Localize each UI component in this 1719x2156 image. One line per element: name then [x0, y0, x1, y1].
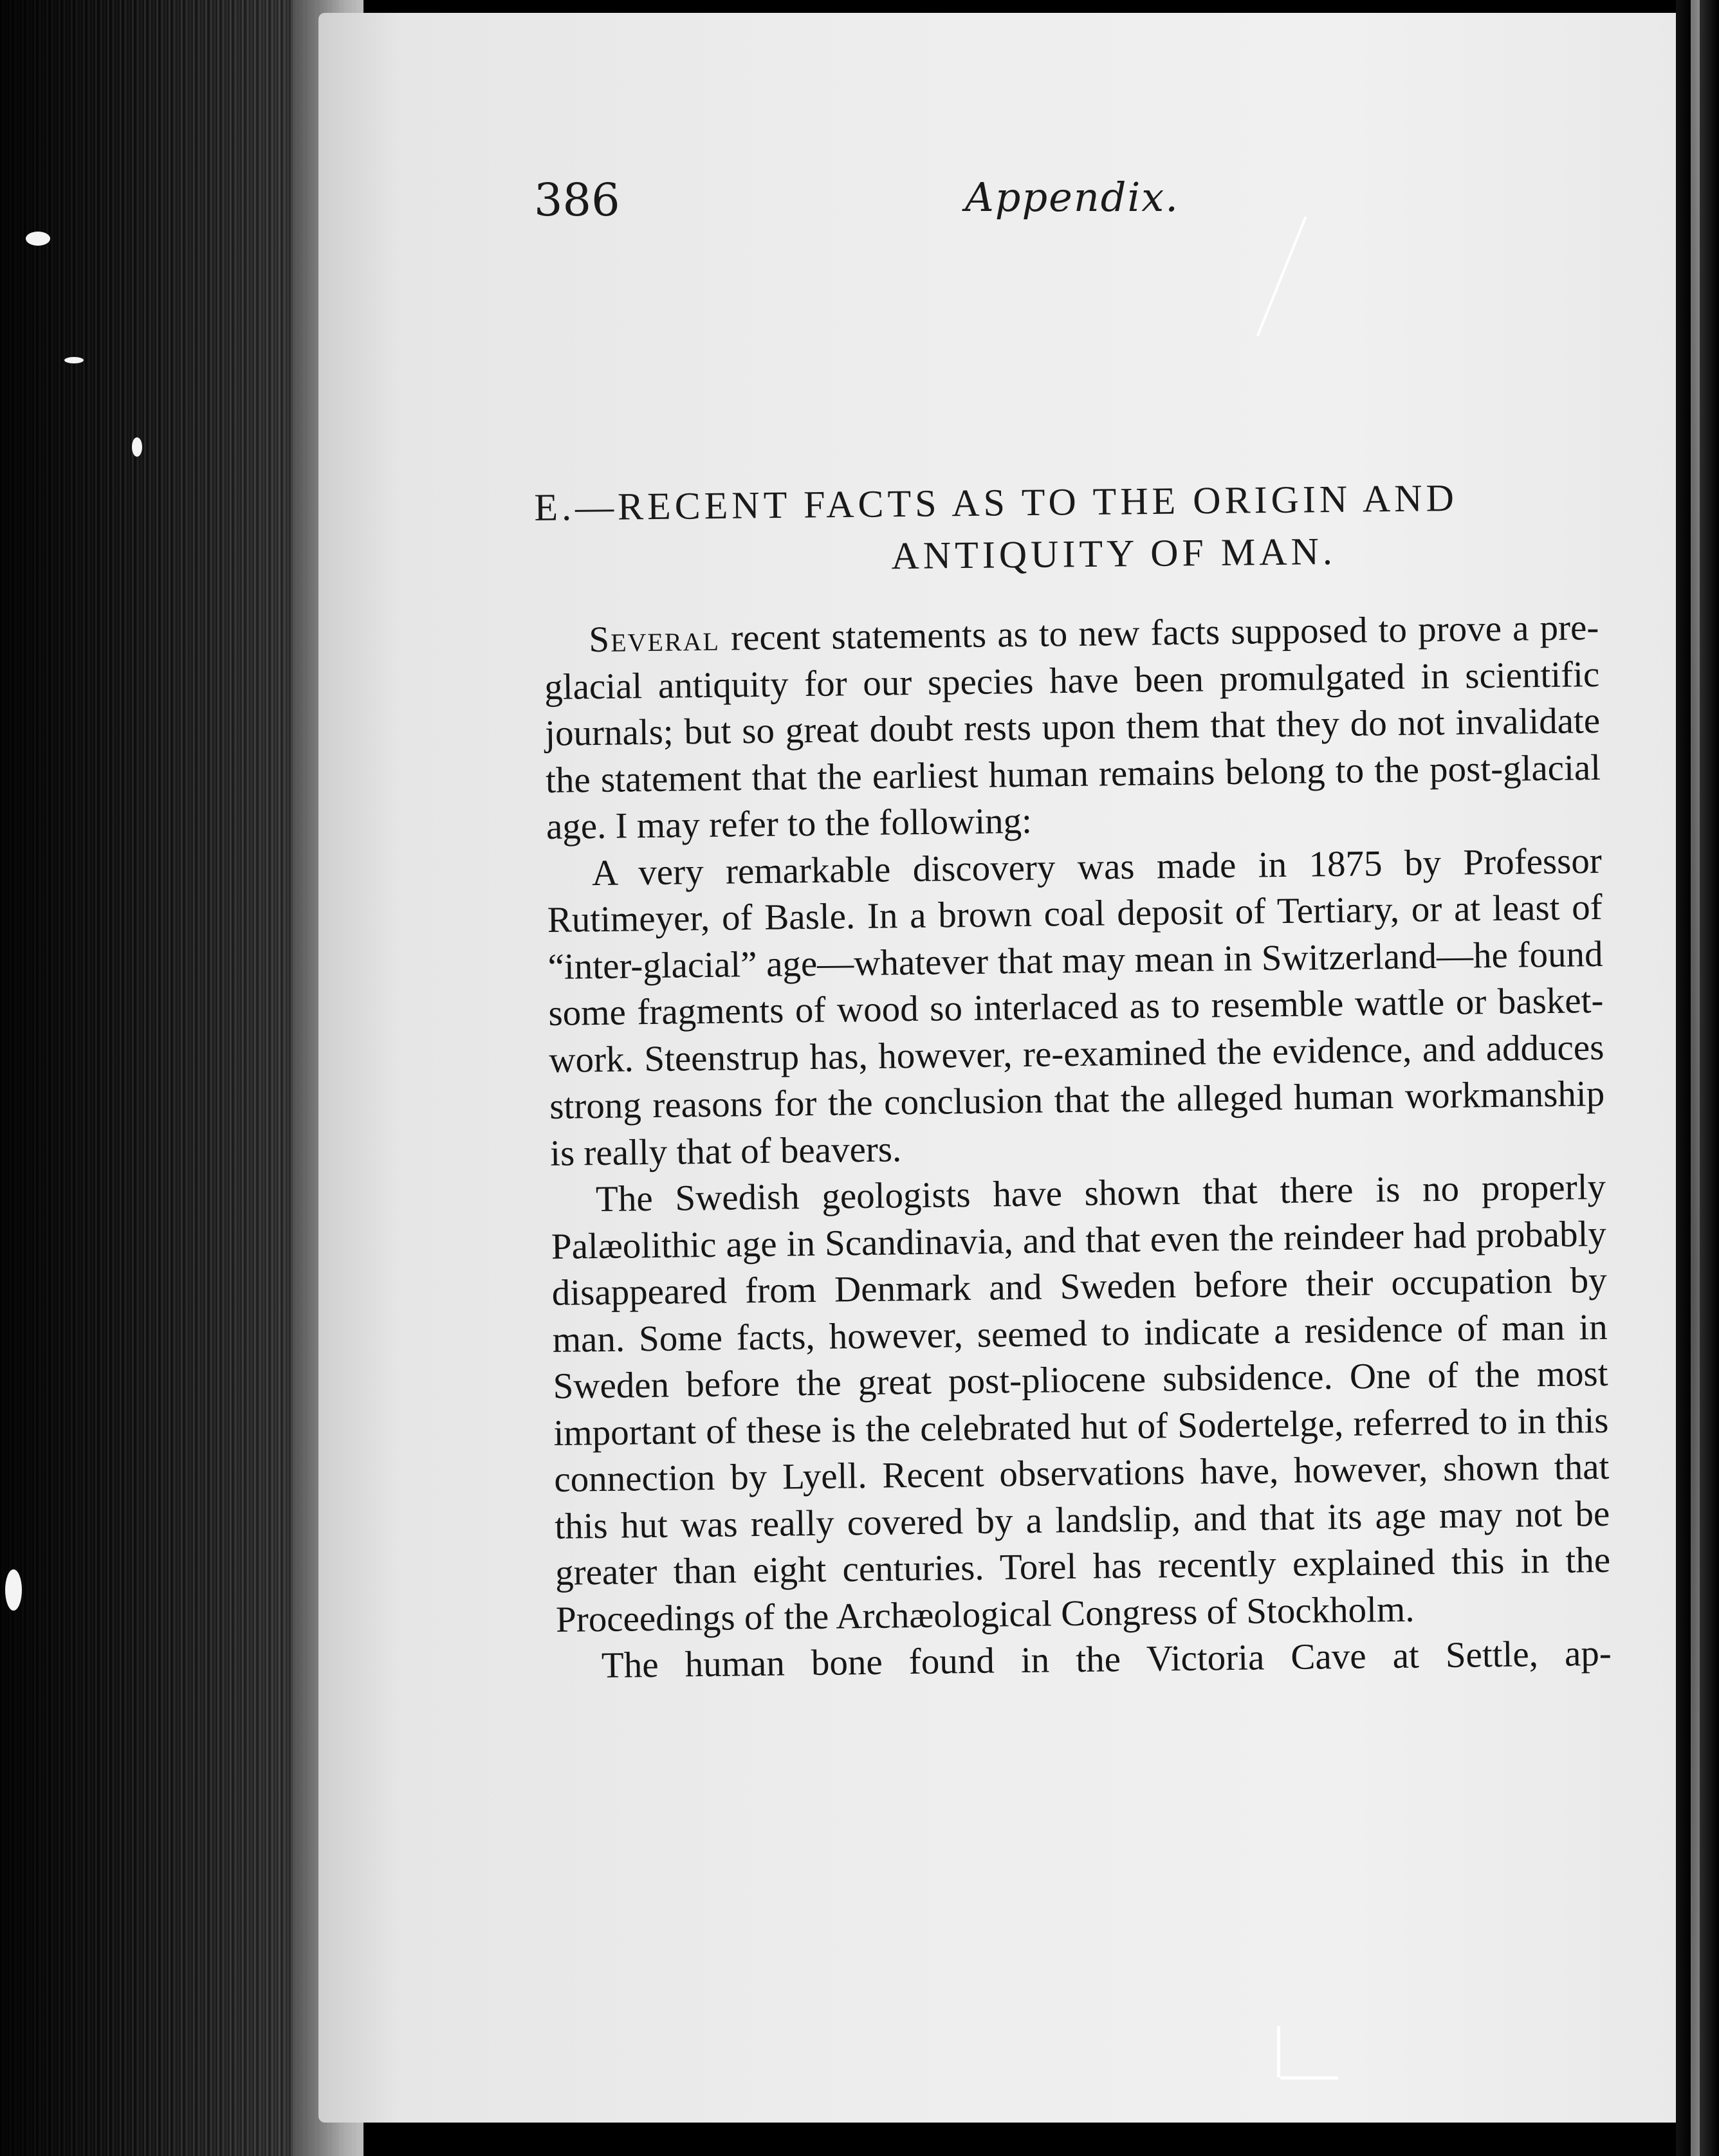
section-heading: [534, 474, 1615, 582]
section-heading-line-1: E.—RECENT FACTS AS TO THE ORIGIN AND: [534, 476, 1458, 529]
scan-scratch: [1277, 2026, 1280, 2078]
dust-speck: [64, 357, 84, 363]
right-binding-edge: [1691, 0, 1700, 2156]
paragraph-4: The human bone found in the Victoria Cave at Settle, ap-: [601, 1632, 1612, 1686]
section-heading-line-2: ANTIQUITY OF MAN.: [891, 529, 1337, 578]
dust-speck: [26, 232, 50, 246]
paragraph-1: [544, 605, 1601, 851]
page-number: 386: [534, 174, 620, 226]
dust-speck: [132, 437, 142, 457]
scan-scratch: [1280, 2076, 1338, 2079]
paragraph-2: A very remarkable discovery was made in 1875 by Professor Rutimeyer, of Basle. In a brown coal deposit of Tertiary, or at least of “inter-glacial” age—whatever that may mean in Switzerland—he found some fragments of wood so interlaced as to resemble wattle or basket-work. Steenstrup has, however, re-examined the evidence, and adduces strong reasons for the conclusion that the alleged human workmanship is really that of beavers.: [547, 840, 1605, 1174]
paragraph-lead-word: Several: [589, 617, 721, 661]
body-text: [544, 605, 1612, 1690]
paragraph-1-text: recent statements as to new facts supposed to prove a pre-glacial antiquity for our species have been promulgated in scientific journals; but so great doubt rests upon them that they do not invalidate the statement that the earliest human remains belong to the post-glacial age. I may refer to the following:: [544, 607, 1601, 847]
paragraph-3: The Swedish geologists have shown that there is no properly Palæolithic age in Scandinavia, and that even the reindeer had probably disappeared from Denmark and Sweden before their occupation by man. Some facts, however, seemed to indicate a residence of man in Sweden before the great post-pliocene subsidence. One of the most important of these is the celebrated hut of Sodertelge, referred to in this connection by Lyell. Recent observations have, however, shown that this hut was really covered by a landslip, and that its age may not be greater than eight centuries. Torel has recently explained this in the Proceedings of the Archæological Congress of Stockholm.: [551, 1166, 1611, 1640]
running-title: Appendix.: [965, 174, 1179, 221]
dust-speck: [5, 1569, 22, 1611]
